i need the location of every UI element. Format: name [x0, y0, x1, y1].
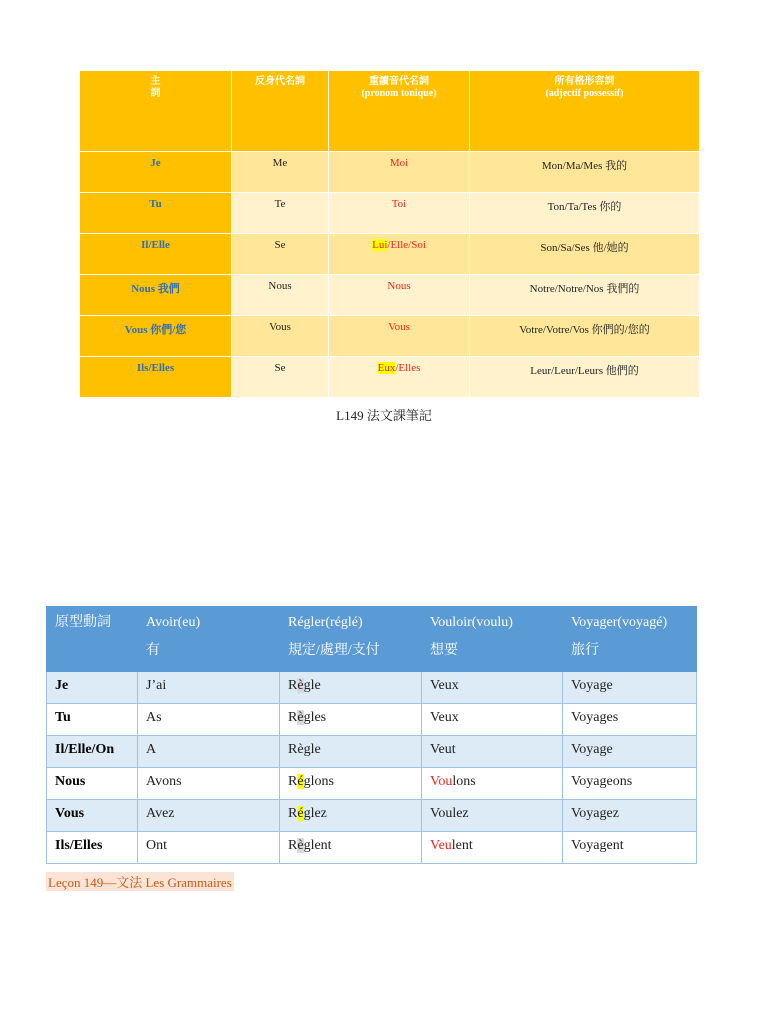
header-infinitive: 原型動詞 — [47, 607, 138, 672]
possessive-cell: Mon/Ma/Mes 我的 — [470, 152, 700, 193]
subject-cell: Vous — [47, 800, 138, 832]
vouloir-cell: Voulons — [422, 768, 563, 800]
subject-cell: Il/Elle/On — [47, 736, 138, 768]
avoir-cell: J’ai — [138, 672, 280, 704]
highlight-text: Lui — [372, 239, 388, 251]
header-reflexive: 反身代名詞 — [232, 71, 329, 152]
regler-cell: Règle — [280, 672, 422, 704]
subject-cell: Tu — [47, 704, 138, 736]
pronoun-table — [79, 70, 700, 398]
reflexive-cell: Me — [232, 152, 329, 193]
subject-cell: Je — [47, 672, 138, 704]
avoir-cell: As — [138, 704, 280, 736]
subject-cell: Ils/Elles — [47, 832, 138, 864]
possessive-cell: Votre/Votre/Vos 你們的/您的 — [470, 316, 700, 357]
tonic-cell: Lui/Elle/Soi — [329, 234, 470, 275]
avoir-cell: Avons — [138, 768, 280, 800]
header-regler: Régler(réglé) 規定/處理/支付 — [280, 607, 422, 672]
reflexive-cell: Vous — [232, 316, 329, 357]
regler-cell: Réglons — [280, 768, 422, 800]
conjugation-table — [46, 606, 697, 864]
conjugation-table-header — [47, 607, 697, 672]
voyager-cell: Voyage — [563, 672, 697, 704]
possessive-cell: Son/Sa/Ses 他/她的 — [470, 234, 700, 275]
subject-cell: Je — [80, 152, 232, 193]
table-row — [47, 768, 697, 800]
vouloir-cell: Voulez — [422, 800, 563, 832]
possessive-cell: Leur/Leur/Leurs 他們的 — [470, 357, 700, 398]
tonic-cell: Vous — [329, 316, 470, 357]
regler-cell: Règle — [280, 736, 422, 768]
avoir-cell: A — [138, 736, 280, 768]
table-row — [80, 152, 700, 193]
avoir-cell: Avez — [138, 800, 280, 832]
reflexive-cell: Se — [232, 357, 329, 398]
table-row — [80, 316, 700, 357]
subject-cell: Tu — [80, 193, 232, 234]
subject-cell: Ils/Elles — [80, 357, 232, 398]
regler-cell: Règles — [280, 704, 422, 736]
regler-cell: Règlent — [280, 832, 422, 864]
tonic-cell: Eux/Elles — [329, 357, 470, 398]
table-row — [47, 736, 697, 768]
subject-cell: Il/Elle — [80, 234, 232, 275]
header-voyager: Voyager(voyagé) 旅行 — [563, 607, 697, 672]
header-avoir: Avoir(eu) 有 — [138, 607, 280, 672]
possessive-cell: Ton/Ta/Tes 你的 — [470, 193, 700, 234]
table-row — [80, 234, 700, 275]
subject-cell: Nous — [47, 768, 138, 800]
vouloir-cell: Veux — [422, 672, 563, 704]
highlight-text: Eux — [377, 362, 396, 374]
tonic-cell: Toi — [329, 193, 470, 234]
header-tonic: 重讀音代名詞 (pronom tonique) — [329, 71, 470, 152]
voyager-cell: Voyagent — [563, 832, 697, 864]
header-possessive: 所有格形容詞 (adjectif possessif) — [470, 71, 700, 152]
tonic-cell: Nous — [329, 275, 470, 316]
avoir-cell: Ont — [138, 832, 280, 864]
subject-cell: Vous 你們/您 — [80, 316, 232, 357]
header-subject: 主 詞 — [80, 71, 232, 152]
reflexive-cell: Te — [232, 193, 329, 234]
voyager-cell: Voyageons — [563, 768, 697, 800]
table-caption: Leçon 149—文法 Les Grammaires — [46, 872, 234, 891]
vouloir-cell: Veulent — [422, 832, 563, 864]
table-row — [80, 193, 700, 234]
regler-cell: Réglez — [280, 800, 422, 832]
table-row — [47, 832, 697, 864]
possessive-cell: Notre/Notre/Nos 我們的 — [470, 275, 700, 316]
vouloir-cell: Veux — [422, 704, 563, 736]
table-row — [47, 800, 697, 832]
voyager-cell: Voyages — [563, 704, 697, 736]
table-row — [47, 672, 697, 704]
table-row — [80, 357, 700, 398]
reflexive-cell: Nous — [232, 275, 329, 316]
pronoun-table-header — [80, 71, 700, 152]
voyager-cell: Voyagez — [563, 800, 697, 832]
subject-cell: Nous 我們 — [80, 275, 232, 316]
table-row — [47, 704, 697, 736]
table-row — [80, 275, 700, 316]
voyager-cell: Voyage — [563, 736, 697, 768]
header-vouloir: Vouloir(voulu) 想要 — [422, 607, 563, 672]
vouloir-cell: Veut — [422, 736, 563, 768]
tonic-cell: Moi — [329, 152, 470, 193]
table-caption: L149 法文課筆記 — [336, 408, 432, 423]
reflexive-cell: Se — [232, 234, 329, 275]
